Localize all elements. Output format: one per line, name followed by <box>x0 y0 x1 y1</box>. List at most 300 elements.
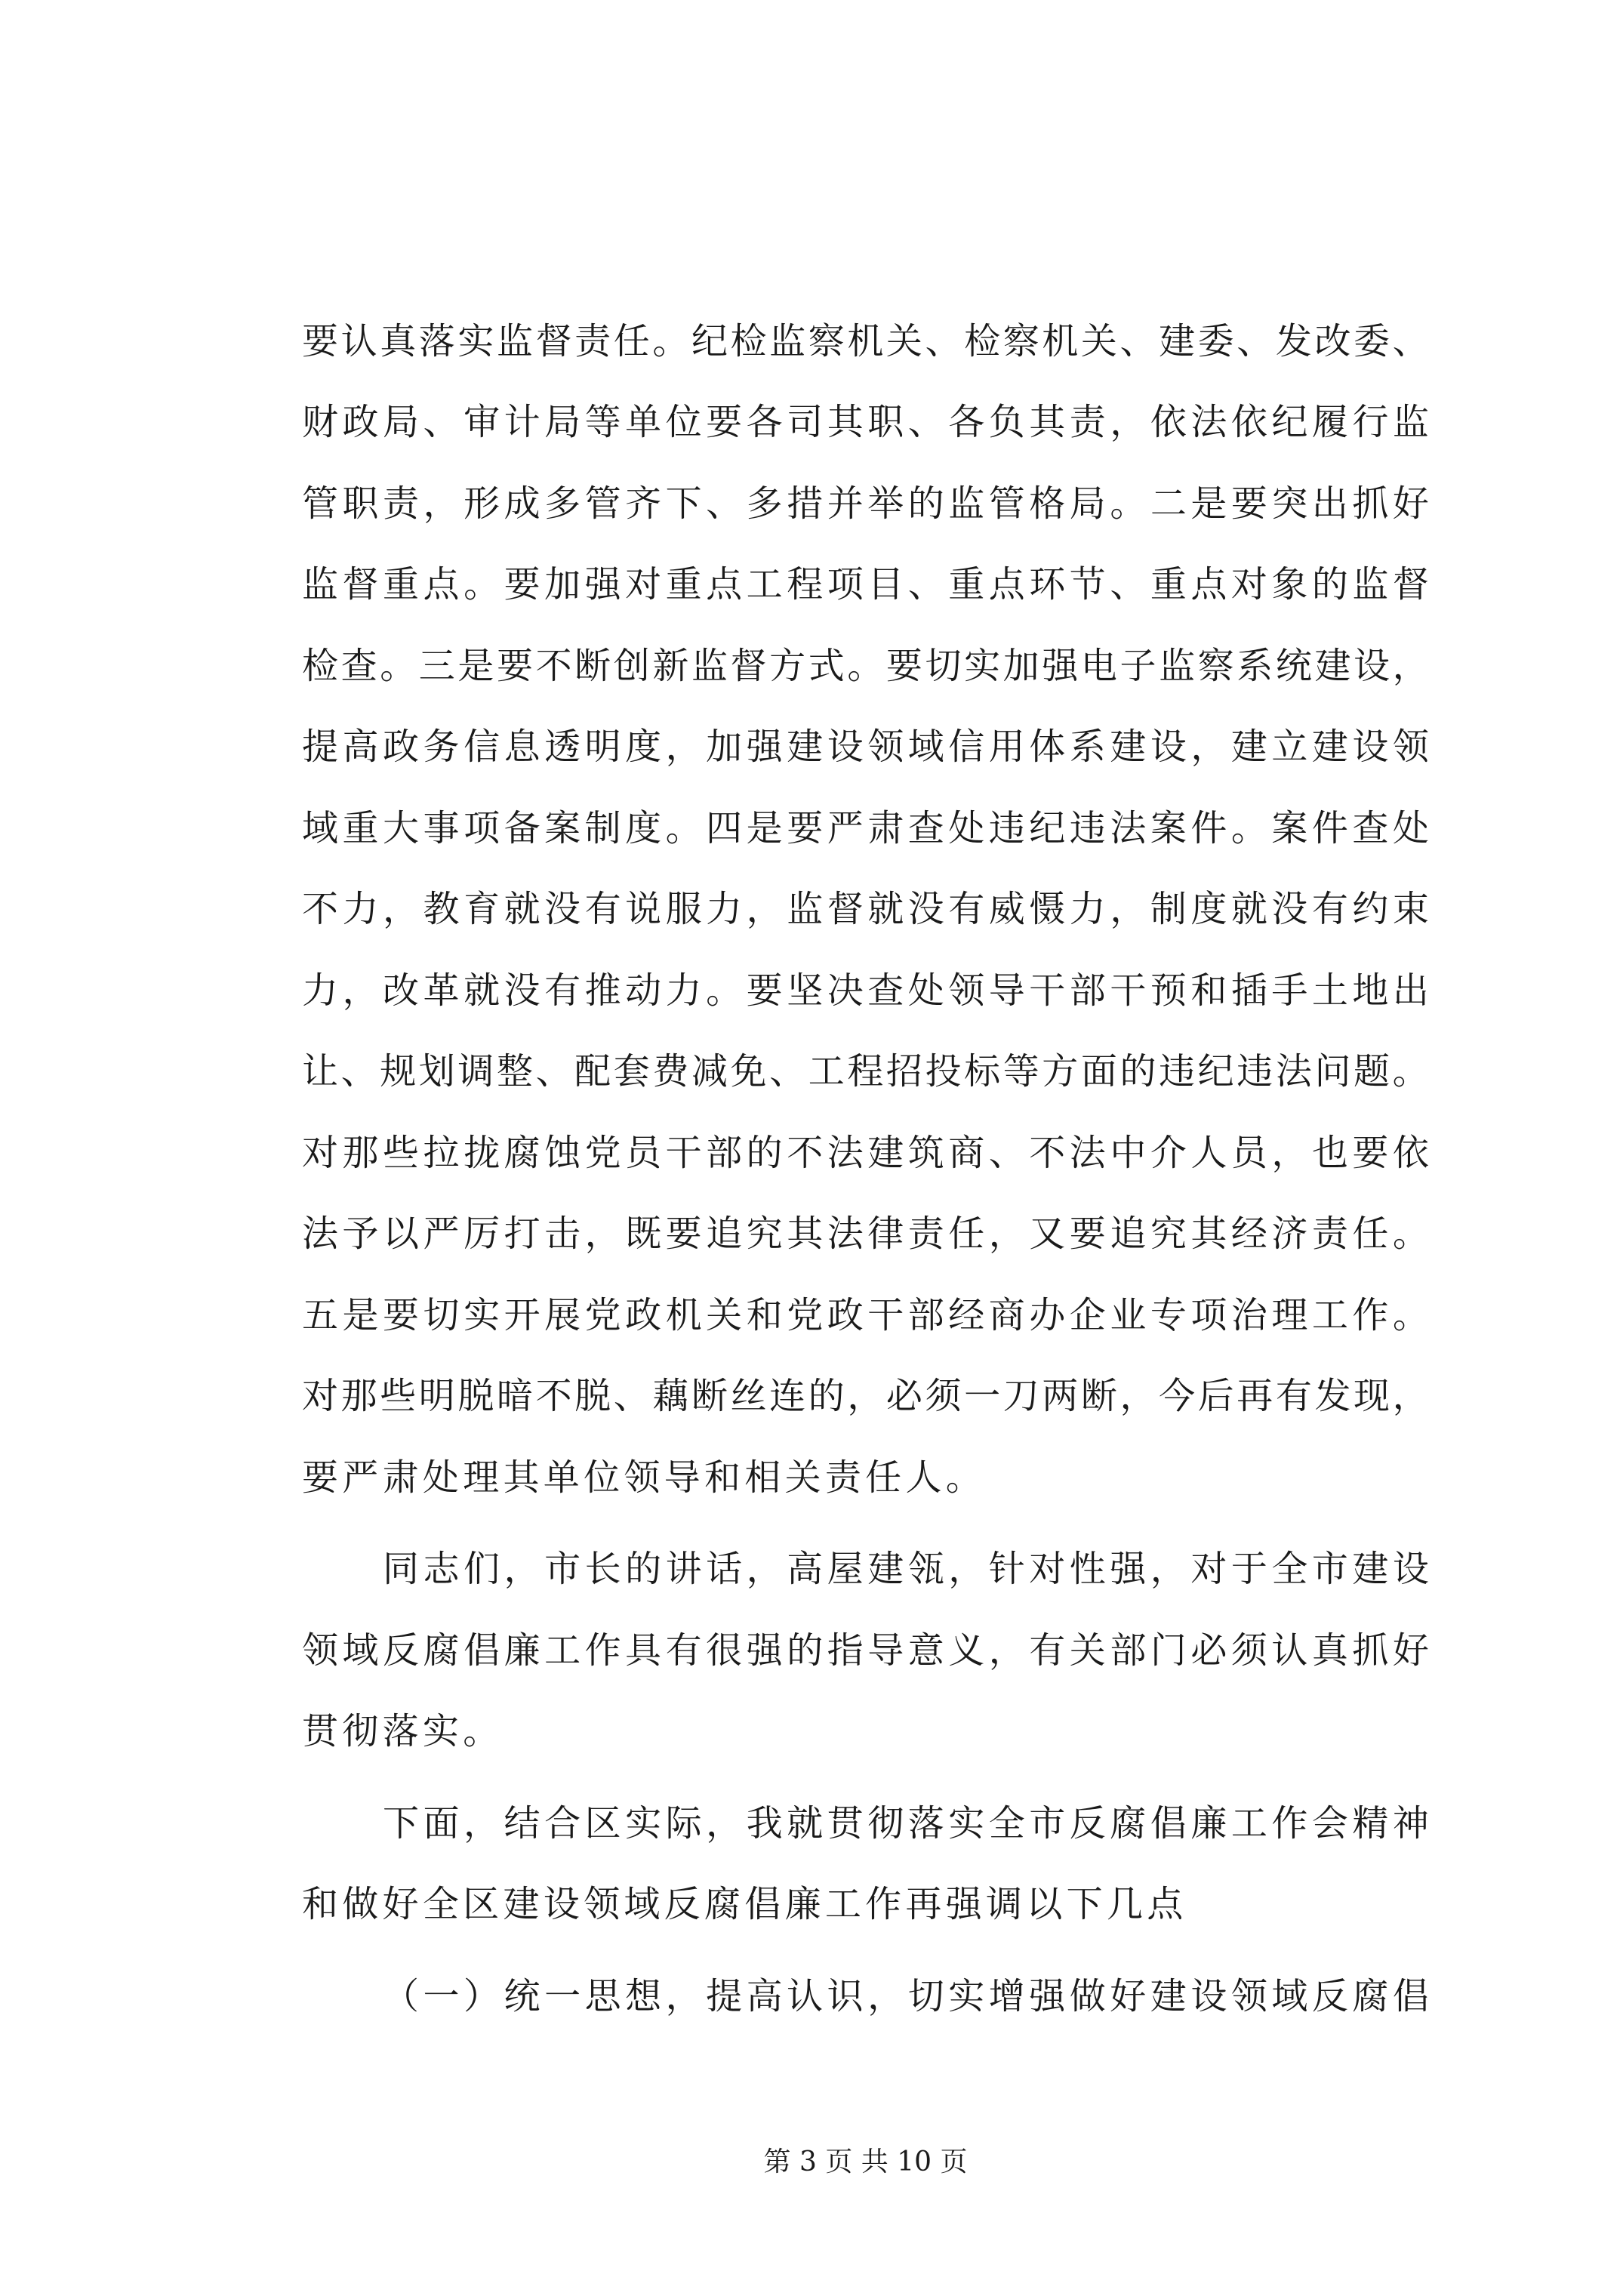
glyph: 改 <box>383 969 420 1012</box>
glyph: 监 <box>1159 644 1196 687</box>
glyph: 实 <box>948 1801 985 1845</box>
glyph: 格 <box>1029 482 1066 525</box>
glyph: 对 <box>1230 563 1267 606</box>
glyph: 法 <box>1110 806 1147 849</box>
glyph: 局 <box>383 401 420 444</box>
glyph: 切 <box>925 644 962 687</box>
glyph: 委 <box>1197 319 1234 362</box>
glyph: 制 <box>584 806 621 849</box>
glyph: 追 <box>1110 1213 1147 1256</box>
glyph: 人 <box>1190 1131 1227 1174</box>
text-line <box>302 788 1429 870</box>
glyph: 督 <box>1392 563 1429 606</box>
glyph: 义 <box>948 1629 985 1672</box>
glyph: 。 <box>945 1456 982 1499</box>
glyph: 行 <box>1352 401 1389 444</box>
glyph: 想 <box>625 1974 662 2017</box>
glyph: 些 <box>380 1375 417 1418</box>
glyph: 员 <box>1230 1131 1267 1174</box>
glyph: 也 <box>1311 1131 1348 1174</box>
glyph: 四 <box>706 806 743 849</box>
glyph: 和 <box>1190 969 1227 1012</box>
glyph: 机 <box>665 1293 702 1336</box>
glyph: 二 <box>1150 482 1187 525</box>
text-line <box>302 1194 1429 1276</box>
glyph: 并 <box>827 482 864 525</box>
glyph: 务 <box>423 726 460 769</box>
glyph: 断 <box>691 1375 728 1418</box>
glyph: 事 <box>423 806 460 849</box>
glyph: 严 <box>423 1213 460 1256</box>
glyph: ， <box>1190 726 1227 769</box>
glyph: 腐 <box>1352 1974 1389 2017</box>
glyph: 认 <box>787 1974 824 2017</box>
glyph: 业 <box>1110 1293 1147 1336</box>
glyph: 设 <box>1354 644 1390 687</box>
glyph: 单 <box>625 401 662 444</box>
glyph: ， <box>746 1548 783 1591</box>
glyph: 要 <box>383 1293 420 1336</box>
glyph: 要 <box>302 319 339 362</box>
glyph: 倡 <box>1150 1801 1187 1845</box>
glyph: 重 <box>948 563 985 606</box>
glyph: 实 <box>948 1974 985 2017</box>
glyph: 部 <box>907 1293 944 1336</box>
glyph: 关 <box>784 1456 821 1499</box>
glyph: 、 <box>907 401 944 444</box>
glyph: 办 <box>1029 1293 1066 1336</box>
glyph: 识 <box>827 1974 864 2017</box>
glyph: 没 <box>504 969 540 1012</box>
glyph: 针 <box>988 1548 1025 1591</box>
glyph: 预 <box>1150 969 1187 1012</box>
glyph: 设 <box>827 726 864 769</box>
glyph: 、 <box>907 563 944 606</box>
glyph: 实 <box>457 319 494 362</box>
glyph: 责 <box>383 482 420 525</box>
glyph: 商 <box>988 1293 1025 1336</box>
glyph: 委 <box>1354 319 1390 362</box>
glyph: 服 <box>665 888 702 931</box>
glyph: 。 <box>1230 806 1267 849</box>
glyph: 等 <box>584 401 621 444</box>
glyph: ， <box>665 726 702 769</box>
glyph: 监 <box>948 482 985 525</box>
glyph: 干 <box>1110 969 1147 1012</box>
glyph: 作 <box>584 1629 621 1672</box>
glyph: 部 <box>1110 1629 1147 1672</box>
glyph: 没 <box>907 888 944 931</box>
glyph: 立 <box>1271 726 1308 769</box>
text-line <box>302 1692 1429 1774</box>
glyph: 。 <box>706 969 743 1012</box>
glyph: 手 <box>1271 969 1308 1012</box>
glyph: 提 <box>302 726 339 769</box>
glyph: 负 <box>988 401 1025 444</box>
glyph: 力 <box>1069 888 1106 931</box>
glyph: 领 <box>302 1629 339 1672</box>
glyph: 。 <box>847 644 884 687</box>
glyph: 政 <box>383 726 420 769</box>
glyph: 要 <box>885 644 922 687</box>
glyph: 件 <box>1190 806 1227 849</box>
page-footer <box>302 2143 1429 2182</box>
glyph: 蚀 <box>544 1131 581 1174</box>
glyph: 建 <box>867 1131 904 1174</box>
glyph: 力 <box>302 969 339 1012</box>
glyph: 那 <box>342 1131 379 1174</box>
glyph: 开 <box>504 1293 540 1336</box>
glyph: 关 <box>885 319 922 362</box>
glyph: 、 <box>613 1375 650 1418</box>
glyph: 检 <box>730 319 767 362</box>
glyph: 件 <box>1311 806 1348 849</box>
glyph: 套 <box>613 1050 650 1093</box>
glyph: ， <box>948 1548 985 1591</box>
glyph: 力 <box>706 888 743 931</box>
glyph: 好 <box>1110 1974 1147 2017</box>
glyph: 违 <box>1069 806 1106 849</box>
glyph: 推 <box>584 969 621 1012</box>
glyph: 五 <box>302 1293 339 1336</box>
glyph: 任 <box>948 1213 985 1256</box>
glyph: 局 <box>1069 482 1106 525</box>
glyph: 依 <box>1230 401 1267 444</box>
glyph: 设 <box>1150 726 1187 769</box>
glyph: 方 <box>769 644 806 687</box>
glyph: 大 <box>383 806 420 849</box>
text-line <box>302 464 1429 545</box>
glyph: 明 <box>418 1375 455 1418</box>
glyph: 是 <box>746 806 783 849</box>
glyph: 强 <box>1042 644 1079 687</box>
glyph: 单 <box>543 1456 580 1499</box>
glyph: 查 <box>867 969 904 1012</box>
glyph: 建 <box>1230 726 1267 769</box>
glyph: 节 <box>1069 563 1106 606</box>
glyph: 全 <box>422 1883 459 1926</box>
glyph: 建 <box>867 1548 904 1591</box>
glyph: 要 <box>302 1456 339 1499</box>
glyph: ， <box>1119 1375 1156 1418</box>
glyph: 有 <box>1029 1629 1066 1672</box>
glyph: 环 <box>1029 563 1066 606</box>
glyph: 。 <box>463 1710 500 1753</box>
glyph: 强 <box>1029 1974 1066 2017</box>
glyph: 建 <box>503 1883 540 1926</box>
glyph: 没 <box>544 888 581 931</box>
glyph: 实 <box>422 1710 459 1753</box>
glyph: 设 <box>1352 726 1389 769</box>
glyph: 案 <box>544 806 581 849</box>
glyph: 程 <box>847 1050 884 1093</box>
glyph: 又 <box>1029 1213 1066 1256</box>
glyph: 法 <box>827 1131 864 1174</box>
glyph: 理 <box>463 1456 500 1499</box>
glyph: 刀 <box>1002 1375 1039 1418</box>
glyph: 任 <box>613 319 650 362</box>
glyph: 管 <box>302 482 339 525</box>
glyph: 精 <box>1352 1801 1389 1845</box>
glyph: ， <box>988 1629 1025 1672</box>
glyph: 对 <box>1190 1548 1227 1591</box>
glyph: 位 <box>584 1456 621 1499</box>
glyph: 点 <box>1147 1883 1184 1926</box>
glyph: 处 <box>907 969 944 1012</box>
glyph: 费 <box>652 1050 689 1093</box>
glyph: 不 <box>535 1375 572 1418</box>
glyph: 责 <box>1311 1213 1348 1256</box>
glyph: 责 <box>824 1456 861 1499</box>
glyph: 肃 <box>382 1456 419 1499</box>
glyph: 决 <box>827 969 864 1012</box>
text-line <box>302 1956 1429 2038</box>
glyph: 纪 <box>1197 1050 1234 1093</box>
glyph: 的 <box>746 1131 783 1174</box>
glyph: 那 <box>340 1375 377 1418</box>
glyph: ， <box>584 1213 621 1256</box>
glyph: 的 <box>808 1375 845 1418</box>
glyph: ， <box>665 1974 702 2017</box>
glyph: 一 <box>964 1375 1001 1418</box>
glyph: 、 <box>925 319 962 362</box>
glyph: 调 <box>986 1883 1023 1926</box>
glyph: 结 <box>504 1801 540 1845</box>
glyph: 认 <box>340 319 377 362</box>
glyph: 贯 <box>302 1710 339 1753</box>
glyph: 察 <box>1197 644 1234 687</box>
glyph: 问 <box>1314 1050 1351 1093</box>
glyph: 真 <box>1311 1629 1348 1672</box>
glyph: 打 <box>504 1213 540 1256</box>
glyph: 查 <box>340 644 377 687</box>
glyph: 违 <box>1159 1050 1196 1093</box>
glyph: 法 <box>827 1213 864 1256</box>
glyph: 教 <box>423 888 460 931</box>
glyph: 思 <box>584 1974 621 2017</box>
glyph: 既 <box>625 1213 662 1256</box>
glyph: 就 <box>504 888 540 931</box>
glyph: 设 <box>1392 1548 1429 1591</box>
glyph: 监 <box>302 563 339 606</box>
glyph: 财 <box>302 401 339 444</box>
glyph: 度 <box>625 726 662 769</box>
glyph: 划 <box>418 1050 455 1093</box>
glyph: 导 <box>988 969 1025 1012</box>
glyph: 减 <box>691 1050 728 1093</box>
glyph: 作 <box>1352 1293 1389 1336</box>
glyph: 查 <box>907 806 944 849</box>
glyph: 纪 <box>1271 401 1308 444</box>
glyph: 对 <box>1029 1548 1066 1591</box>
glyph: 土 <box>1311 969 1348 1012</box>
glyph: 加 <box>706 726 743 769</box>
glyph: 经 <box>1230 1213 1267 1256</box>
glyph: 就 <box>463 969 500 1012</box>
glyph: 律 <box>867 1213 904 1256</box>
glyph: 机 <box>1042 319 1079 362</box>
glyph: 强 <box>746 1629 783 1672</box>
glyph: 监 <box>769 319 806 362</box>
glyph: 员 <box>625 1131 662 1174</box>
glyph: 拢 <box>463 1131 500 1174</box>
glyph: 以 <box>383 1213 420 1256</box>
glyph: 的 <box>1311 563 1348 606</box>
glyph: 干 <box>665 1131 702 1174</box>
glyph: 做 <box>342 1883 379 1926</box>
glyph: 不 <box>787 1131 824 1174</box>
glyph: 招 <box>885 1050 922 1093</box>
glyph: 、 <box>769 1050 806 1093</box>
glyph: 性 <box>1069 1548 1106 1591</box>
glyph: 对 <box>302 1375 339 1418</box>
text-line <box>302 870 1429 951</box>
glyph: 齐 <box>625 482 662 525</box>
glyph: 计 <box>504 401 540 444</box>
glyph: 。 <box>380 644 417 687</box>
glyph: 要 <box>1230 482 1267 525</box>
glyph: 人 <box>905 1456 942 1499</box>
glyph: 暗 <box>496 1375 533 1418</box>
glyph: 处 <box>1392 806 1429 849</box>
glyph: 市 <box>1311 1548 1348 1591</box>
glyph: 力 <box>342 888 379 931</box>
glyph: 关 <box>706 1293 743 1336</box>
glyph: 。 <box>665 806 702 849</box>
glyph: 切 <box>907 1974 944 2017</box>
glyph: 抓 <box>1352 1629 1389 1672</box>
glyph: 信 <box>463 726 500 769</box>
glyph: 长 <box>584 1548 621 1591</box>
glyph: 案 <box>1150 806 1187 849</box>
glyph: 创 <box>613 644 650 687</box>
glyph: 调 <box>457 1050 494 1093</box>
glyph: 领 <box>948 969 985 1012</box>
glyph: 市 <box>1029 1801 1066 1845</box>
glyph: 是 <box>342 1293 379 1336</box>
glyph: 部 <box>1069 969 1106 1012</box>
glyph: 作 <box>1271 1801 1308 1845</box>
glyph: 工 <box>808 1050 845 1093</box>
glyph: 责 <box>907 1213 944 1256</box>
glyph: 措 <box>787 482 824 525</box>
text-line <box>302 383 1429 464</box>
glyph: 没 <box>1271 888 1308 931</box>
glyph: 高 <box>342 726 379 769</box>
glyph: 建 <box>1159 319 1196 362</box>
glyph: 腐 <box>504 1131 540 1174</box>
glyph: 济 <box>1271 1213 1308 1256</box>
glyph: 管 <box>988 482 1025 525</box>
glyph: 真 <box>380 319 417 362</box>
glyph: 须 <box>1230 1629 1267 1672</box>
glyph: 督 <box>535 319 572 362</box>
glyph: 和 <box>746 1293 783 1336</box>
glyph: 机 <box>847 319 884 362</box>
text-line <box>302 545 1429 627</box>
glyph: 目 <box>867 563 904 606</box>
glyph: 高 <box>746 1974 783 2017</box>
glyph: 落 <box>907 1801 944 1845</box>
glyph: （ <box>383 1974 420 2017</box>
glyph: 息 <box>504 726 540 769</box>
glyph: 导 <box>867 1629 904 1672</box>
glyph: 域 <box>1271 1974 1308 2017</box>
glyph: ， <box>342 969 379 1012</box>
glyph: 意 <box>907 1629 944 1672</box>
glyph: 介 <box>1150 1131 1187 1174</box>
glyph: 新 <box>652 644 689 687</box>
glyph: 会 <box>1311 1801 1348 1845</box>
glyph: 增 <box>988 1974 1025 2017</box>
glyph: 要 <box>746 969 783 1012</box>
glyph: 督 <box>342 563 379 606</box>
glyph: 域 <box>907 726 944 769</box>
glyph: 和 <box>302 1883 339 1926</box>
glyph: 击 <box>544 1213 581 1256</box>
glyph: 党 <box>787 1293 824 1336</box>
glyph: 插 <box>1230 969 1267 1012</box>
glyph: ， <box>423 482 460 525</box>
glyph: ， <box>383 888 420 931</box>
glyph: 监 <box>691 644 728 687</box>
glyph: 党 <box>584 1131 621 1174</box>
glyph: 厉 <box>463 1213 500 1256</box>
glyph: 倡 <box>1392 1974 1429 2017</box>
glyph: 工 <box>824 1883 861 1926</box>
glyph: 。 <box>1110 482 1147 525</box>
glyph: 展 <box>544 1293 581 1336</box>
glyph: ， <box>1150 1548 1187 1591</box>
glyph: 突 <box>1271 482 1308 525</box>
glyph: 一 <box>423 1974 460 2017</box>
glyph: ， <box>1110 401 1147 444</box>
glyph: 导 <box>664 1456 701 1499</box>
glyph: 区 <box>584 1801 621 1845</box>
glyph: 屋 <box>827 1548 864 1591</box>
glyph: 举 <box>867 482 904 525</box>
glyph: 经 <box>948 1293 985 1336</box>
glyph: 统 <box>504 1974 540 2017</box>
glyph: 多 <box>746 482 783 525</box>
glyph: 一 <box>544 1974 581 2017</box>
paragraph <box>302 301 1429 1519</box>
glyph: 。 <box>463 563 500 606</box>
glyph: 形 <box>463 482 500 525</box>
glyph: 、 <box>535 1050 572 1093</box>
glyph: 司 <box>787 401 824 444</box>
text-line <box>302 1783 1429 1865</box>
glyph: 再 <box>1236 1375 1273 1418</box>
glyph: 断 <box>574 644 611 687</box>
glyph: 明 <box>584 726 621 769</box>
glyph: 项 <box>463 806 500 849</box>
glyph: 指 <box>827 1629 864 1672</box>
glyph: 究 <box>1150 1213 1187 1256</box>
text-line <box>302 1113 1429 1194</box>
glyph: 好 <box>1392 1629 1429 1672</box>
glyph: 依 <box>1150 401 1187 444</box>
glyph: 建 <box>787 726 824 769</box>
glyph: 两 <box>1042 1375 1079 1418</box>
glyph: 用 <box>988 726 1025 769</box>
glyph: 反 <box>1069 1801 1106 1845</box>
glyph: 的 <box>625 1548 662 1591</box>
glyph: 廉 <box>1190 1801 1227 1845</box>
glyph: 贯 <box>827 1801 864 1845</box>
glyph: 严 <box>827 806 864 849</box>
glyph: ， <box>847 1375 884 1418</box>
